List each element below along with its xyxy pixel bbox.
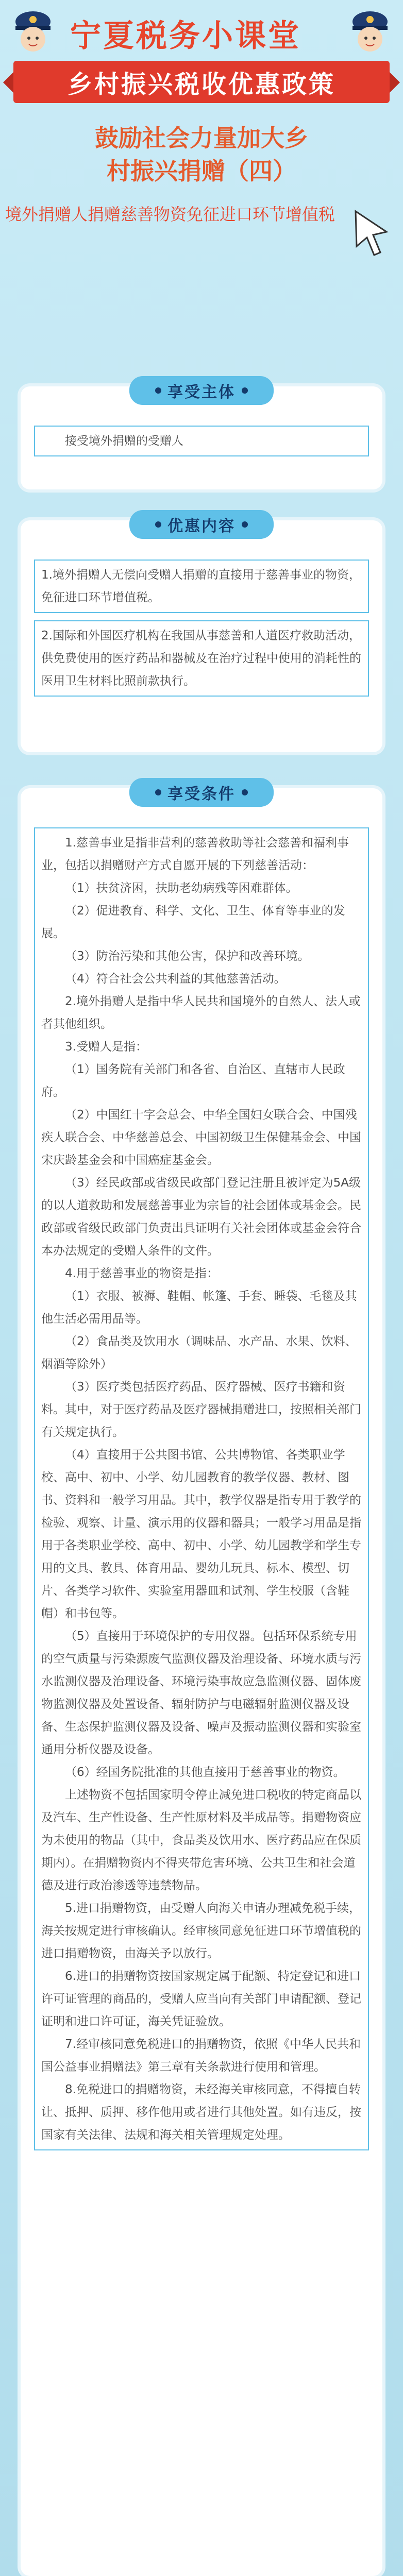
section-heading: 享受条件 bbox=[129, 778, 274, 807]
subtitle-line: 鼓励社会力量加大乡 bbox=[95, 124, 308, 152]
cursor-icon bbox=[350, 206, 392, 258]
condition-paragraph: 5.进口捐赠物资，由受赠人向海关申请办理减免税手续，海关按规定进行审核确认。经审核同意免征进口环节增值税的进口捐赠物资，由海关予以放行。 bbox=[41, 1902, 361, 1960]
content-item: 1.境外捐赠人无偿向受赠人捐赠的直接用于慈善事业的物资，免征进口环节增值税。 bbox=[34, 560, 369, 613]
condition-paragraph: 2.境外捐赠人是指中华人民共和国境外的自然人、法人或者其他组织。 bbox=[41, 995, 361, 1031]
condition-paragraph: 4.用于慈善事业的物资是指： bbox=[65, 1267, 219, 1280]
ribbon-tail bbox=[389, 71, 400, 94]
condition-paragraph: 1.慈善事业是指非营利的慈善救助等社会慈善和福利事业，包括以捐赠财产方式自愿开展的下列慈善活动： bbox=[41, 836, 349, 872]
condition-paragraph: 8.免税进口的捐赠物资，未经海关审核同意，不得擅自转让、抵押、质押、移作他用或者进行其他处置。如有违反，按国家有关法律、法规和海关相关管理规定处理。 bbox=[41, 2083, 361, 2142]
condition-paragraph: （1）国务院有关部门和各省、自治区、直辖市人民政府。 bbox=[41, 1063, 345, 1099]
conditions-section bbox=[21, 785, 382, 2576]
policy-intro: 境外捐赠人捐赠慈善物资免征进口环节增值税 bbox=[5, 205, 335, 224]
condition-paragraph: （4）直接用于公共图书馆、公共博物馆、各类职业学校、高中、初中、小学、幼儿园教育的教学仪器、教材、图书、资料和一般学习用品。其中，教学仪器是指专用于教学的检验、观察、计量、演示用的仪器和器具；一般学习用品是指用于各类职业学校、高中、初中、小学、幼儿园教学和学生专用的文具、教具、体育用品、婴幼儿玩具、标本、模型、切片、各类学习软件、实验室用器皿和试剂、学生校服（含鞋帽）和书包等。 bbox=[41, 1448, 361, 1620]
page-title: 宁夏税务小课堂 bbox=[70, 18, 301, 54]
condition-paragraph: 3.受赠人是指： bbox=[65, 1040, 147, 1054]
ribbon-label: 乡村振兴税收优惠政策 bbox=[67, 70, 335, 99]
condition-paragraph: （1）衣服、被褥、鞋帽、帐篷、手套、睡袋、毛毯及其他生活必需用品等。 bbox=[41, 1290, 357, 1326]
condition-paragraph: （3）医疗类包括医疗药品、医疗器械、医疗书籍和资料。其中，对于医疗药品及医疗器械捐赠进口，按照相关部门有关规定执行。 bbox=[41, 1380, 361, 1439]
conditions-text bbox=[34, 827, 369, 2150]
condition-paragraph: 上述物资不包括国家明令停止减免进口税收的特定商品以及汽车、生产性设备、生产性原材料及半成品等。捐赠物资应为未使用的物品（其中，食品类及饮用水、医疗药品应在保质期内）。在捐赠物资内不得夹带危害环境、公共卫生和社会道德及进行政治渗透等违禁物品。 bbox=[41, 1788, 361, 1892]
content-section bbox=[21, 517, 382, 752]
condition-paragraph: （5）直接用于环境保护的专用仪器。包括环保系统专用的空气质量与污染源废气监测仪器及治理设备、环境水质与污水监测仪器及治理设备、环境污染事故应急监测仪器、固体废物监测仪器及处置设备、辐射防护与电磁辐射监测仪器及设备、生态保护监测仪器及设备、噪声及振动监测仪器和实验室通用分析仪器及设备。 bbox=[41, 1630, 361, 1756]
topic-ribbon bbox=[13, 61, 390, 103]
condition-paragraph: （3）防治污染和其他公害，保护和改善环境。 bbox=[65, 950, 310, 963]
condition-paragraph: （2）促进教育、科学、文化、卫生、体育等事业的发展。 bbox=[41, 904, 345, 940]
subtitle bbox=[62, 122, 341, 188]
condition-paragraph: （2）食品类及饮用水（调味品、水产品、水果、饮料、烟酒等除外） bbox=[41, 1335, 357, 1371]
subtitle-line: 村振兴捐赠（四） bbox=[107, 157, 296, 185]
police-officer-icon bbox=[347, 7, 393, 59]
header bbox=[0, 0, 403, 289]
content-item: 2.国际和外国医疗机构在我国从事慈善和人道医疗救助活动，供免费使用的医疗药品和器械及在治疗过程中使用的消耗性的医用卫生材料比照前款执行。 bbox=[34, 620, 369, 697]
condition-paragraph: 7.经审核同意免税进口的捐赠物资，依照《中华人民共和国公益事业捐赠法》第三章有关条款进行使用和管理。 bbox=[41, 2038, 361, 2074]
police-officer-icon bbox=[10, 7, 56, 59]
content-items bbox=[34, 560, 369, 697]
section-heading: 享受主体 bbox=[129, 376, 274, 405]
condition-paragraph: （1）扶贫济困，扶助老幼病残等困难群体。 bbox=[65, 882, 298, 895]
condition-paragraph: 6.进口的捐赠物资按国家规定属于配额、特定登记和进口许可证管理的商品的，受赠人应当向有关部门申请配额、登记证明和进口许可证，海关凭证验放。 bbox=[41, 1970, 361, 2028]
subject-text: 接受境外捐赠的受赠人 bbox=[34, 426, 369, 456]
condition-paragraph: （2）中国红十字会总会、中华全国妇女联合会、中国残疾人联合会、中华慈善总会、中国初级卫生保健基金会、中国宋庆龄基金会和中国癌症基金会。 bbox=[41, 1108, 361, 1167]
condition-paragraph: （3）经民政部或省级民政部门登记注册且被评定为5A级的以人道救助和发展慈善事业为宗旨的社会团体或基金会。民政部或省级民政部门负责出具证明有关社会团体或基金会符合本办法规定的受赠人条件的文件。 bbox=[41, 1176, 361, 1258]
condition-paragraph: （4）符合社会公共利益的其他慈善活动。 bbox=[65, 972, 286, 986]
section-heading: 优惠内容 bbox=[129, 510, 274, 539]
ribbon-tail bbox=[3, 71, 14, 94]
subject-section bbox=[21, 383, 382, 489]
condition-paragraph: （6）经国务院批准的其他直接用于慈善事业的物资。 bbox=[65, 1766, 345, 1779]
